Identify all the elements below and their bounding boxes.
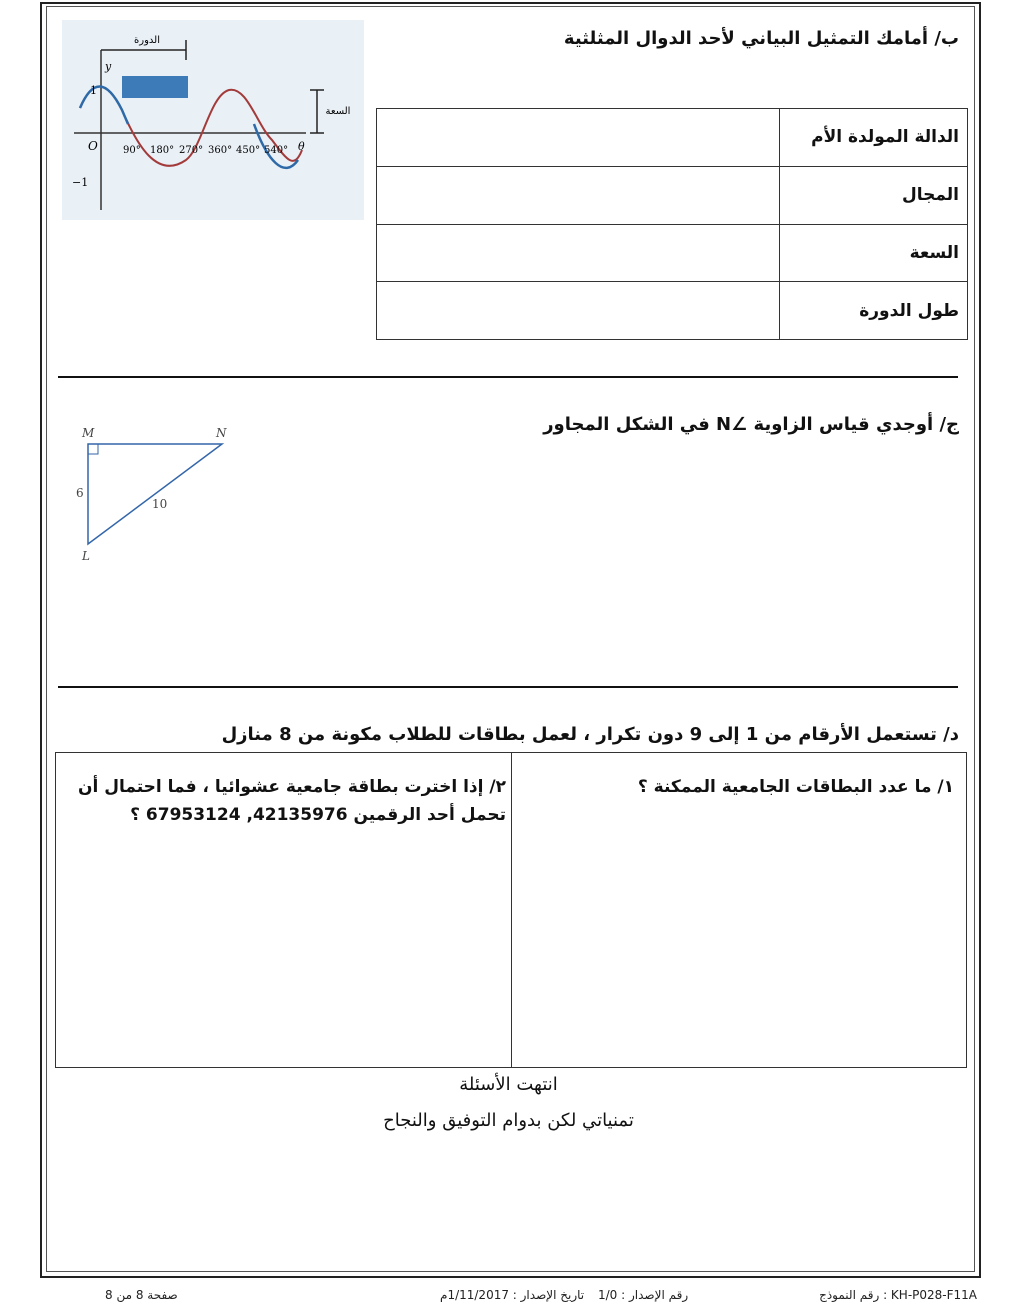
- vertex-l: L: [82, 549, 90, 563]
- row-label-domain: المجال: [780, 166, 968, 224]
- answer-boxes: [55, 752, 967, 1068]
- y-pos-label: 1: [90, 84, 97, 97]
- y-neg-label: −1: [72, 176, 89, 189]
- question-b: ب/ أمامك التمثيل البياني لأحد الدوال المثلثية: [563, 28, 959, 49]
- footer-page-number: صفحة 8 من 8: [105, 1288, 178, 1302]
- closing-line-1: انتهت الأسئلة: [459, 1074, 558, 1095]
- footer-issue-date: تاريخ الإصدار : 1/11/2017م: [440, 1288, 585, 1302]
- tick-label: 360°: [208, 145, 233, 156]
- triangle-shape: [88, 444, 222, 544]
- sub-question-1: ١/ ما عدد البطاقات الجامعية الممكنة ؟: [637, 777, 954, 797]
- tick-label: 90°: [123, 145, 141, 156]
- footer-version: رقم الإصدار : 1/0: [598, 1288, 689, 1302]
- answer-boxes-divider: [511, 753, 512, 1067]
- properties-table: [376, 108, 968, 340]
- period-label: الدورة: [134, 35, 160, 46]
- origin-label: O: [88, 139, 98, 153]
- sub-question-2-line-1: ٢/ إذا اخترت بطاقة جامعية عشوائيا ، فما احتمال أن: [77, 777, 506, 797]
- section-divider: [58, 376, 958, 378]
- table-row: [377, 224, 968, 282]
- row-label-period: طول الدورة: [780, 282, 968, 340]
- footer-doc-code: رقم النموذج : KH-P028-F11A: [819, 1288, 977, 1302]
- answer-cell[interactable]: [377, 282, 780, 340]
- tick-label: 540°: [264, 145, 289, 156]
- row-label-parent-function: الدالة المولدة الأم: [780, 109, 968, 167]
- closing-line-2: تمنياتي لكن بدوام التوفيق والنجاح: [383, 1110, 634, 1131]
- y-axis-label: y: [105, 60, 112, 73]
- tick-label: 180°: [150, 145, 175, 156]
- question-d: د/ تستعمل الأرقام من 1 إلى 9 دون تكرار ، لعمل بطاقات للطلاب مكونة من 8 منازل: [221, 724, 959, 745]
- sub-question-2-line-2: تحمل أحد الرقمين 42135976, 67953124 ؟: [130, 805, 506, 825]
- tick-label: 270°: [179, 145, 204, 156]
- right-angle-mark: [88, 444, 98, 454]
- answer-cell[interactable]: [377, 109, 780, 167]
- highlight-box: [122, 76, 188, 98]
- tick-label: 450°: [236, 145, 261, 156]
- side-ln-length: 10: [152, 497, 168, 511]
- table-row: [377, 282, 968, 340]
- vertex-m: M: [82, 426, 95, 440]
- sine-graph: [62, 20, 364, 220]
- answer-cell[interactable]: [377, 166, 780, 224]
- section-divider: [58, 686, 958, 688]
- side-ml-length: 6: [76, 486, 84, 500]
- table-row: [377, 109, 968, 167]
- theta-label: θ: [298, 140, 305, 153]
- sub-question-2: [66, 777, 506, 825]
- vertex-n: N: [216, 426, 227, 440]
- question-c: ج/ أوجدي قياس الزاوية ∠N في الشكل المجاور: [543, 414, 959, 435]
- right-triangle: [70, 420, 240, 570]
- answer-cell[interactable]: [377, 224, 780, 282]
- amplitude-label: السعة: [325, 106, 351, 117]
- table-row: [377, 166, 968, 224]
- row-label-amplitude: السعة: [780, 224, 968, 282]
